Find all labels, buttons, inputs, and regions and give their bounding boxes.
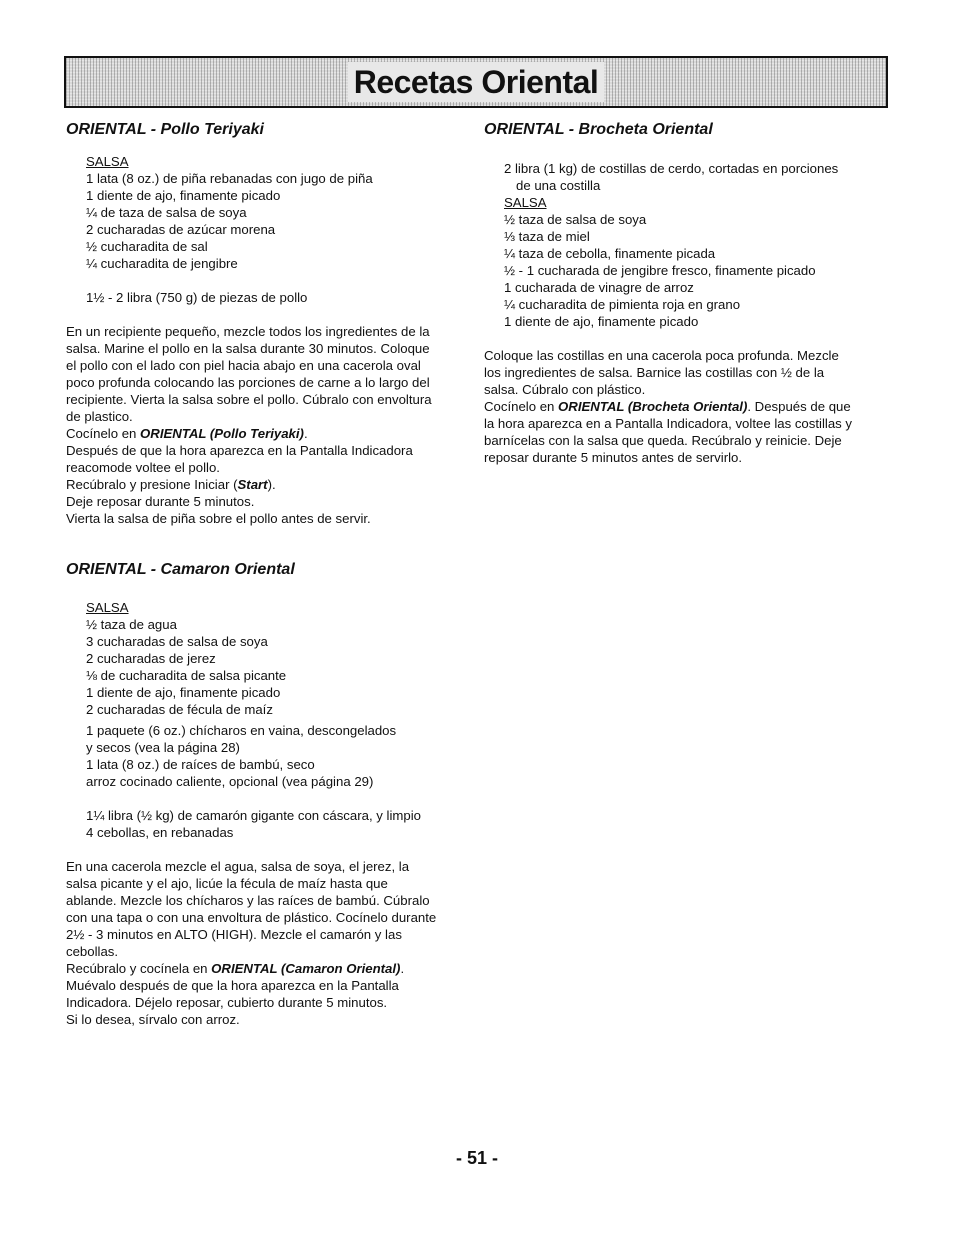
ingredient-item: ⅓ taza de miel [504,229,590,244]
main-ingredient: 4 cebollas, en rebanadas [86,825,234,840]
ingredient-item: ¼ cucharadita de pimienta roja en grano [504,297,741,312]
start-suffix: ). [267,477,276,492]
recipe-title: ORIENTAL - Pollo Teriyaki [66,121,264,138]
recipe-camaron [66,560,466,1028]
instruction-line: reacomode voltee el pollo. [66,460,220,475]
cook-instruction [66,425,466,442]
extra-item: arroz cocinado caliente, opcional (vea página 29) [86,774,374,789]
ingredient-item: ½ cucharadita de sal [86,239,208,254]
extra-item: 1 lata (8 oz.) de raíces de bambú, seco [86,757,315,772]
instruction-line: Después de que la hora aparezca en la Pantalla Indicadora [66,443,413,458]
ingredient-item: 1 diente de ajo, finamente picado [86,188,281,203]
main-ingredient: 1½ - 2 libra (750 g) de piezas de pollo [86,290,308,305]
cook-suffix: . [400,961,405,976]
extras-list [86,722,466,790]
extra-item-cont: y secos (vea la página 28) [86,740,240,755]
instruction-line: el pollo con el lado con piel hacia abajo en una cacerola oval [66,358,421,373]
ingredient-item: 1 lata (8 oz.) de piña rebanadas con jugo de piña [86,171,373,186]
ingredient-item: 1 diente de ajo, finamente picado [86,685,281,700]
sauce-label: SALSA [86,154,129,169]
instruction-line: En una cacerola mezcle el agua, salsa de soya, el jerez, la [66,859,410,874]
instruction-line: Vierta la salsa de piña sobre el pollo antes de servir. [66,511,371,526]
page-number: - 51 - [455,1148,498,1168]
instruction-line: poco profunda colocando las porciones de carne a lo largo del [66,375,430,390]
instruction-line: recipiente. Vierta la salsa sobre el pollo. Cúbralo con envoltura [66,392,432,407]
ingredients-block [66,599,466,841]
cook-suffix: . Después de que [747,399,851,414]
main-ingredient: 2 libra (1 kg) de costillas de cerdo, cortadas en porciones [504,161,839,176]
ingredient-item: 2 cucharadas de jerez [86,651,216,666]
instruction-line: con una tapa o con una envoltura de plástico. Cocínelo durante [66,910,437,925]
ingredient-item: 1 cucharada de vinagre de arroz [504,280,694,295]
instruction-line: Coloque las costillas en una cacerola poca profunda. Mezcle [484,348,839,363]
instruction-line: barnícelas con la salsa que queda. Recúbralo y reinicie. Deje [484,433,842,448]
sauce-label: SALSA [86,600,129,615]
recipe-brocheta [484,120,894,466]
cook-prefix: Cocínelo en [484,399,559,414]
start-key-label: Start [237,477,268,492]
ingredient-list [504,211,894,330]
extra-item: 1 paquete (6 oz.) chícharos en vaina, descongelados [86,723,397,738]
main-ingredient-list [86,807,466,841]
instructions-block [66,323,466,527]
main-ingredient-cont: de una costilla [516,178,601,193]
cook-prefix: Recúbralo y cocínela en [66,961,212,976]
banner-title: Recetas Oriental [348,62,605,102]
instruction-line: cebollas. [66,944,119,959]
ingredients-block [66,153,466,306]
cook-prefix: Cocínelo en [66,426,141,441]
instruction-line: salsa. Marine el pollo en la salsa durante 30 minutos. Coloque [66,341,430,356]
start-instruction [66,476,466,493]
sauce-label: SALSA [504,195,547,210]
instruction-line: ablande. Mezcle los chícharos y las raíces de bambú. Cúbralo [66,893,430,908]
ingredient-item: ½ - 1 cucharada de jengibre fresco, finamente picado [504,263,816,278]
ingredient-list [86,170,466,272]
instructions-block [484,347,894,466]
cook-instruction [66,960,466,977]
start-prefix: Recúbralo y presione Iniciar ( [66,477,238,492]
recipe-teriyaki [66,120,466,527]
instruction-line: Indicadora. Déjelo reposar, cubierto durante 5 minutos. [66,995,388,1010]
main-ingredient: 1¼ libra (½ kg) de camarón gigante con cáscara, y limpio [86,808,421,823]
cook-instruction [484,398,894,415]
program-name: ORIENTAL (Brocheta Oriental) [558,399,748,414]
ingredient-item: ⅛ de cucharadita de salsa picante [86,668,287,683]
instructions-block [66,858,466,1028]
program-name: ORIENTAL (Pollo Teriyaki) [140,426,304,441]
ingredient-list [86,616,466,718]
ingredient-item: ½ taza de agua [86,617,177,632]
ingredients-block [484,160,894,330]
instruction-line: la hora aparezca en a Pantalla Indicadora, voltee las costillas y [484,416,853,431]
page-banner [64,56,888,108]
ingredient-item: 3 cucharadas de salsa de soya [86,634,268,649]
program-name: ORIENTAL (Camaron Oriental) [211,961,401,976]
ingredient-item: 2 cucharadas de azúcar morena [86,222,276,237]
recipe-title: ORIENTAL - Brocheta Oriental [484,121,713,138]
ingredient-item: ¼ cucharadita de jengibre [86,256,238,271]
instruction-line: salsa. Cúbralo con plástico. [484,382,646,397]
ingredient-item: 2 cucharadas de fécula de maíz [86,702,273,717]
instruction-line: En un recipiente pequeño, mezcle todos los ingredientes de la [66,324,430,339]
instruction-line: reposar durante 5 minutos antes de servirlo. [484,450,743,465]
ingredient-item: ¼ de taza de salsa de soya [86,205,247,220]
recipe-title: ORIENTAL - Camaron Oriental [66,561,295,578]
instruction-line: salsa picante y el ajo, licúe la fécula de maíz hasta que [66,876,388,891]
ingredient-item: ¼ taza de cebolla, finamente picada [504,246,716,261]
ingredient-item: 1 diente de ajo, finamente picado [504,314,699,329]
instruction-line: Deje reposar durante 5 minutos. [66,494,255,509]
instruction-line: Si lo desea, sírvalo con arroz. [66,1012,240,1027]
instruction-line: Muévalo después de que la hora aparezca en la Pantalla [66,978,399,993]
ingredient-item: ½ taza de salsa de soya [504,212,647,227]
instruction-line: de plastico. [66,409,133,424]
instruction-line: 2½ - 3 minutos en ALTO (HIGH). Mezcle el camarón y las [66,927,402,942]
cook-suffix: . [303,426,308,441]
instruction-line: los ingredientes de salsa. Barnice las costillas con ½ de la [484,365,825,380]
